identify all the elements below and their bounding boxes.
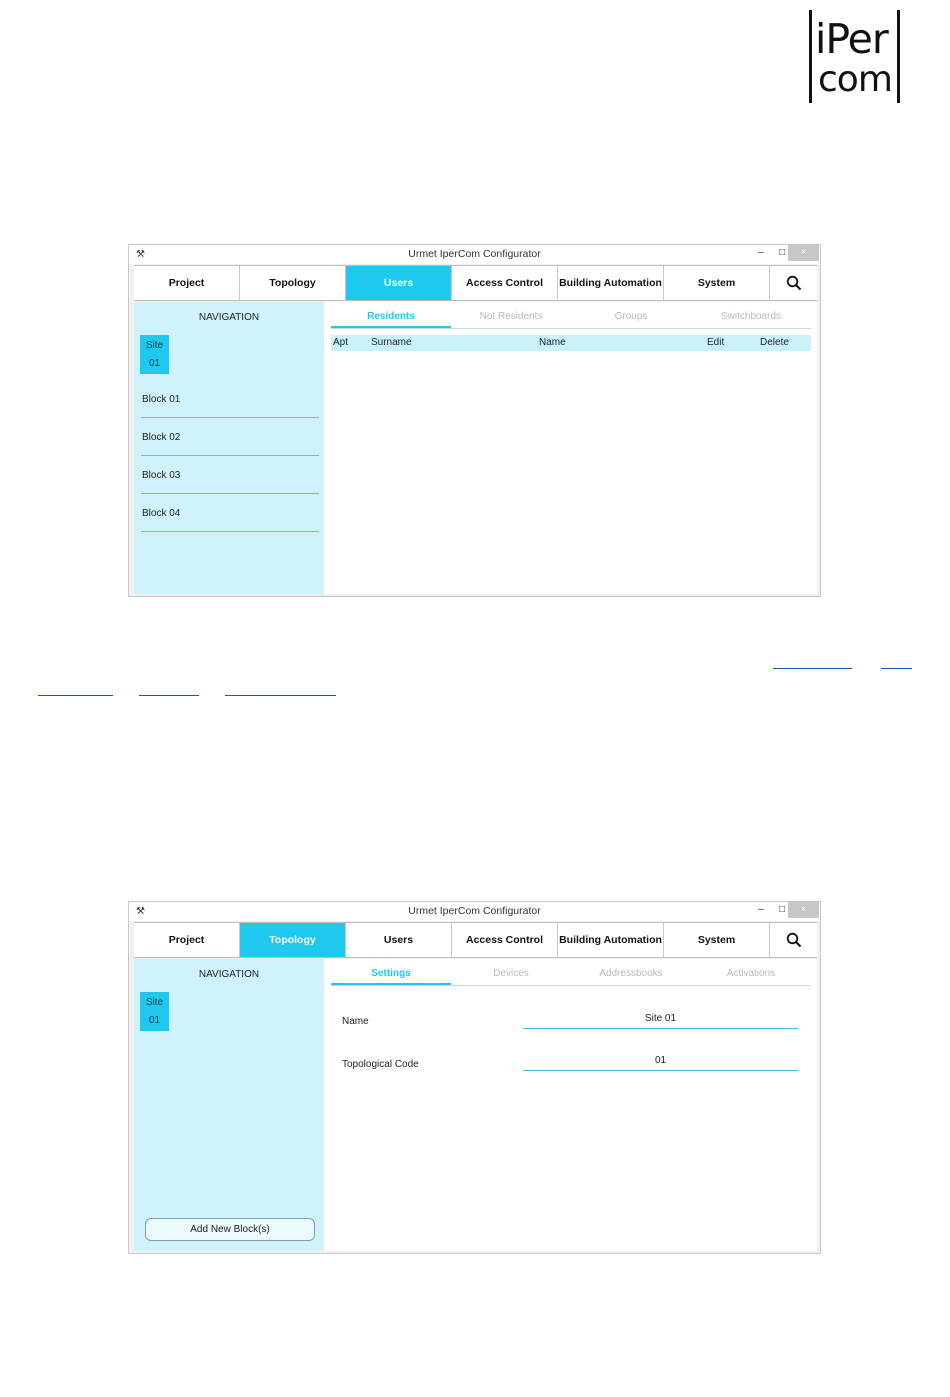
app-icon: ⚒ [136,249,145,260]
column-delete: Delete [760,337,789,348]
subtab-activations[interactable]: Activations [726,968,776,979]
content-panel [324,302,817,594]
app-icon: ⚒ [136,906,145,917]
logo-bar-left [809,10,812,103]
subtab-settings[interactable]: Settings [331,959,451,985]
logo-text-top: iPer [815,15,888,63]
residents-table-header [331,335,811,351]
main-tabs [134,922,817,958]
sub-tabs [331,959,811,986]
site-node-label: Site [145,997,164,1008]
tab-topology[interactable]: Topology [240,923,346,957]
navigation-panel [134,959,324,1251]
search-button[interactable] [770,923,817,957]
topological-code-field[interactable]: 01 [523,1055,798,1071]
tab-building-automation[interactable]: Building Automation [558,923,664,957]
minimize-button[interactable]: – [758,904,764,915]
ipercom-logo [809,10,901,103]
navigation-panel [134,302,324,594]
navigation-title: NAVIGATION [198,969,260,980]
add-new-block-button[interactable]: Add New Block(s) [145,1218,315,1241]
window-title: Urmet IperCom Configurator [408,905,541,917]
name-field-label: Name [342,1016,369,1027]
site-node-number: 01 [148,358,161,369]
tab-building-automation[interactable]: Building Automation [558,266,664,300]
column-edit: Edit [707,337,725,348]
link-underline-3[interactable] [38,695,113,696]
window-title: Urmet IperCom Configurator [408,248,541,260]
search-icon [786,275,802,291]
site-node[interactable] [140,992,169,1031]
name-field[interactable]: Site 01 [523,1013,798,1029]
subtab-residents[interactable]: Residents [331,302,451,328]
sub-tabs [331,302,811,329]
navigation-title: NAVIGATION [198,312,260,323]
tab-users[interactable]: Users [346,266,452,300]
title-bar [129,245,820,264]
nav-block-01[interactable]: Block 01 [141,380,319,418]
tab-project[interactable]: Project [134,923,240,957]
site-node-number: 01 [148,1015,161,1026]
minimize-button[interactable]: – [758,247,764,258]
link-underline-2[interactable] [881,668,912,669]
link-underline-4[interactable] [139,695,199,696]
link-underline-1[interactable] [773,668,852,669]
subtab-switchboards[interactable]: Switchboards [720,311,782,322]
subtab-groups[interactable]: Groups [614,311,648,322]
app-window-users [128,244,821,597]
search-button[interactable] [770,266,817,300]
link-underline-5[interactable] [225,695,336,696]
close-button[interactable]: × [788,245,819,261]
tab-system[interactable]: System [664,923,770,957]
site-node-label: Site [145,340,164,351]
tab-topology[interactable]: Topology [240,266,346,300]
column-name[interactable]: Name [539,337,566,348]
main-tabs [134,265,817,301]
subtab-devices[interactable]: Devices [493,968,529,979]
column-apt[interactable]: Apt [333,337,349,348]
close-button[interactable]: × [788,902,819,918]
subtab-addressbooks[interactable]: Addressbooks [599,968,663,979]
title-bar [129,902,820,921]
nav-block-03[interactable]: Block 03 [141,456,319,494]
tab-system[interactable]: System [664,266,770,300]
maximize-button[interactable]: □ [778,904,786,915]
maximize-button[interactable]: □ [778,247,786,258]
logo-text-bottom: com [818,59,892,100]
column-surname[interactable]: Surname [371,337,412,348]
nav-block-02[interactable]: Block 02 [141,418,319,456]
subtab-not-residents[interactable]: Not Residents [479,311,543,322]
tab-access-control[interactable]: Access Control [452,266,558,300]
site-node[interactable] [140,335,169,374]
app-window-topology [128,901,821,1254]
nav-block-04[interactable]: Block 04 [141,494,319,532]
search-icon [786,932,802,948]
content-panel [324,959,817,1251]
logo-bar-right [897,10,900,103]
tab-access-control[interactable]: Access Control [452,923,558,957]
tab-users[interactable]: Users [346,923,452,957]
tab-project[interactable]: Project [134,266,240,300]
topological-code-label: Topological Code [342,1059,419,1070]
